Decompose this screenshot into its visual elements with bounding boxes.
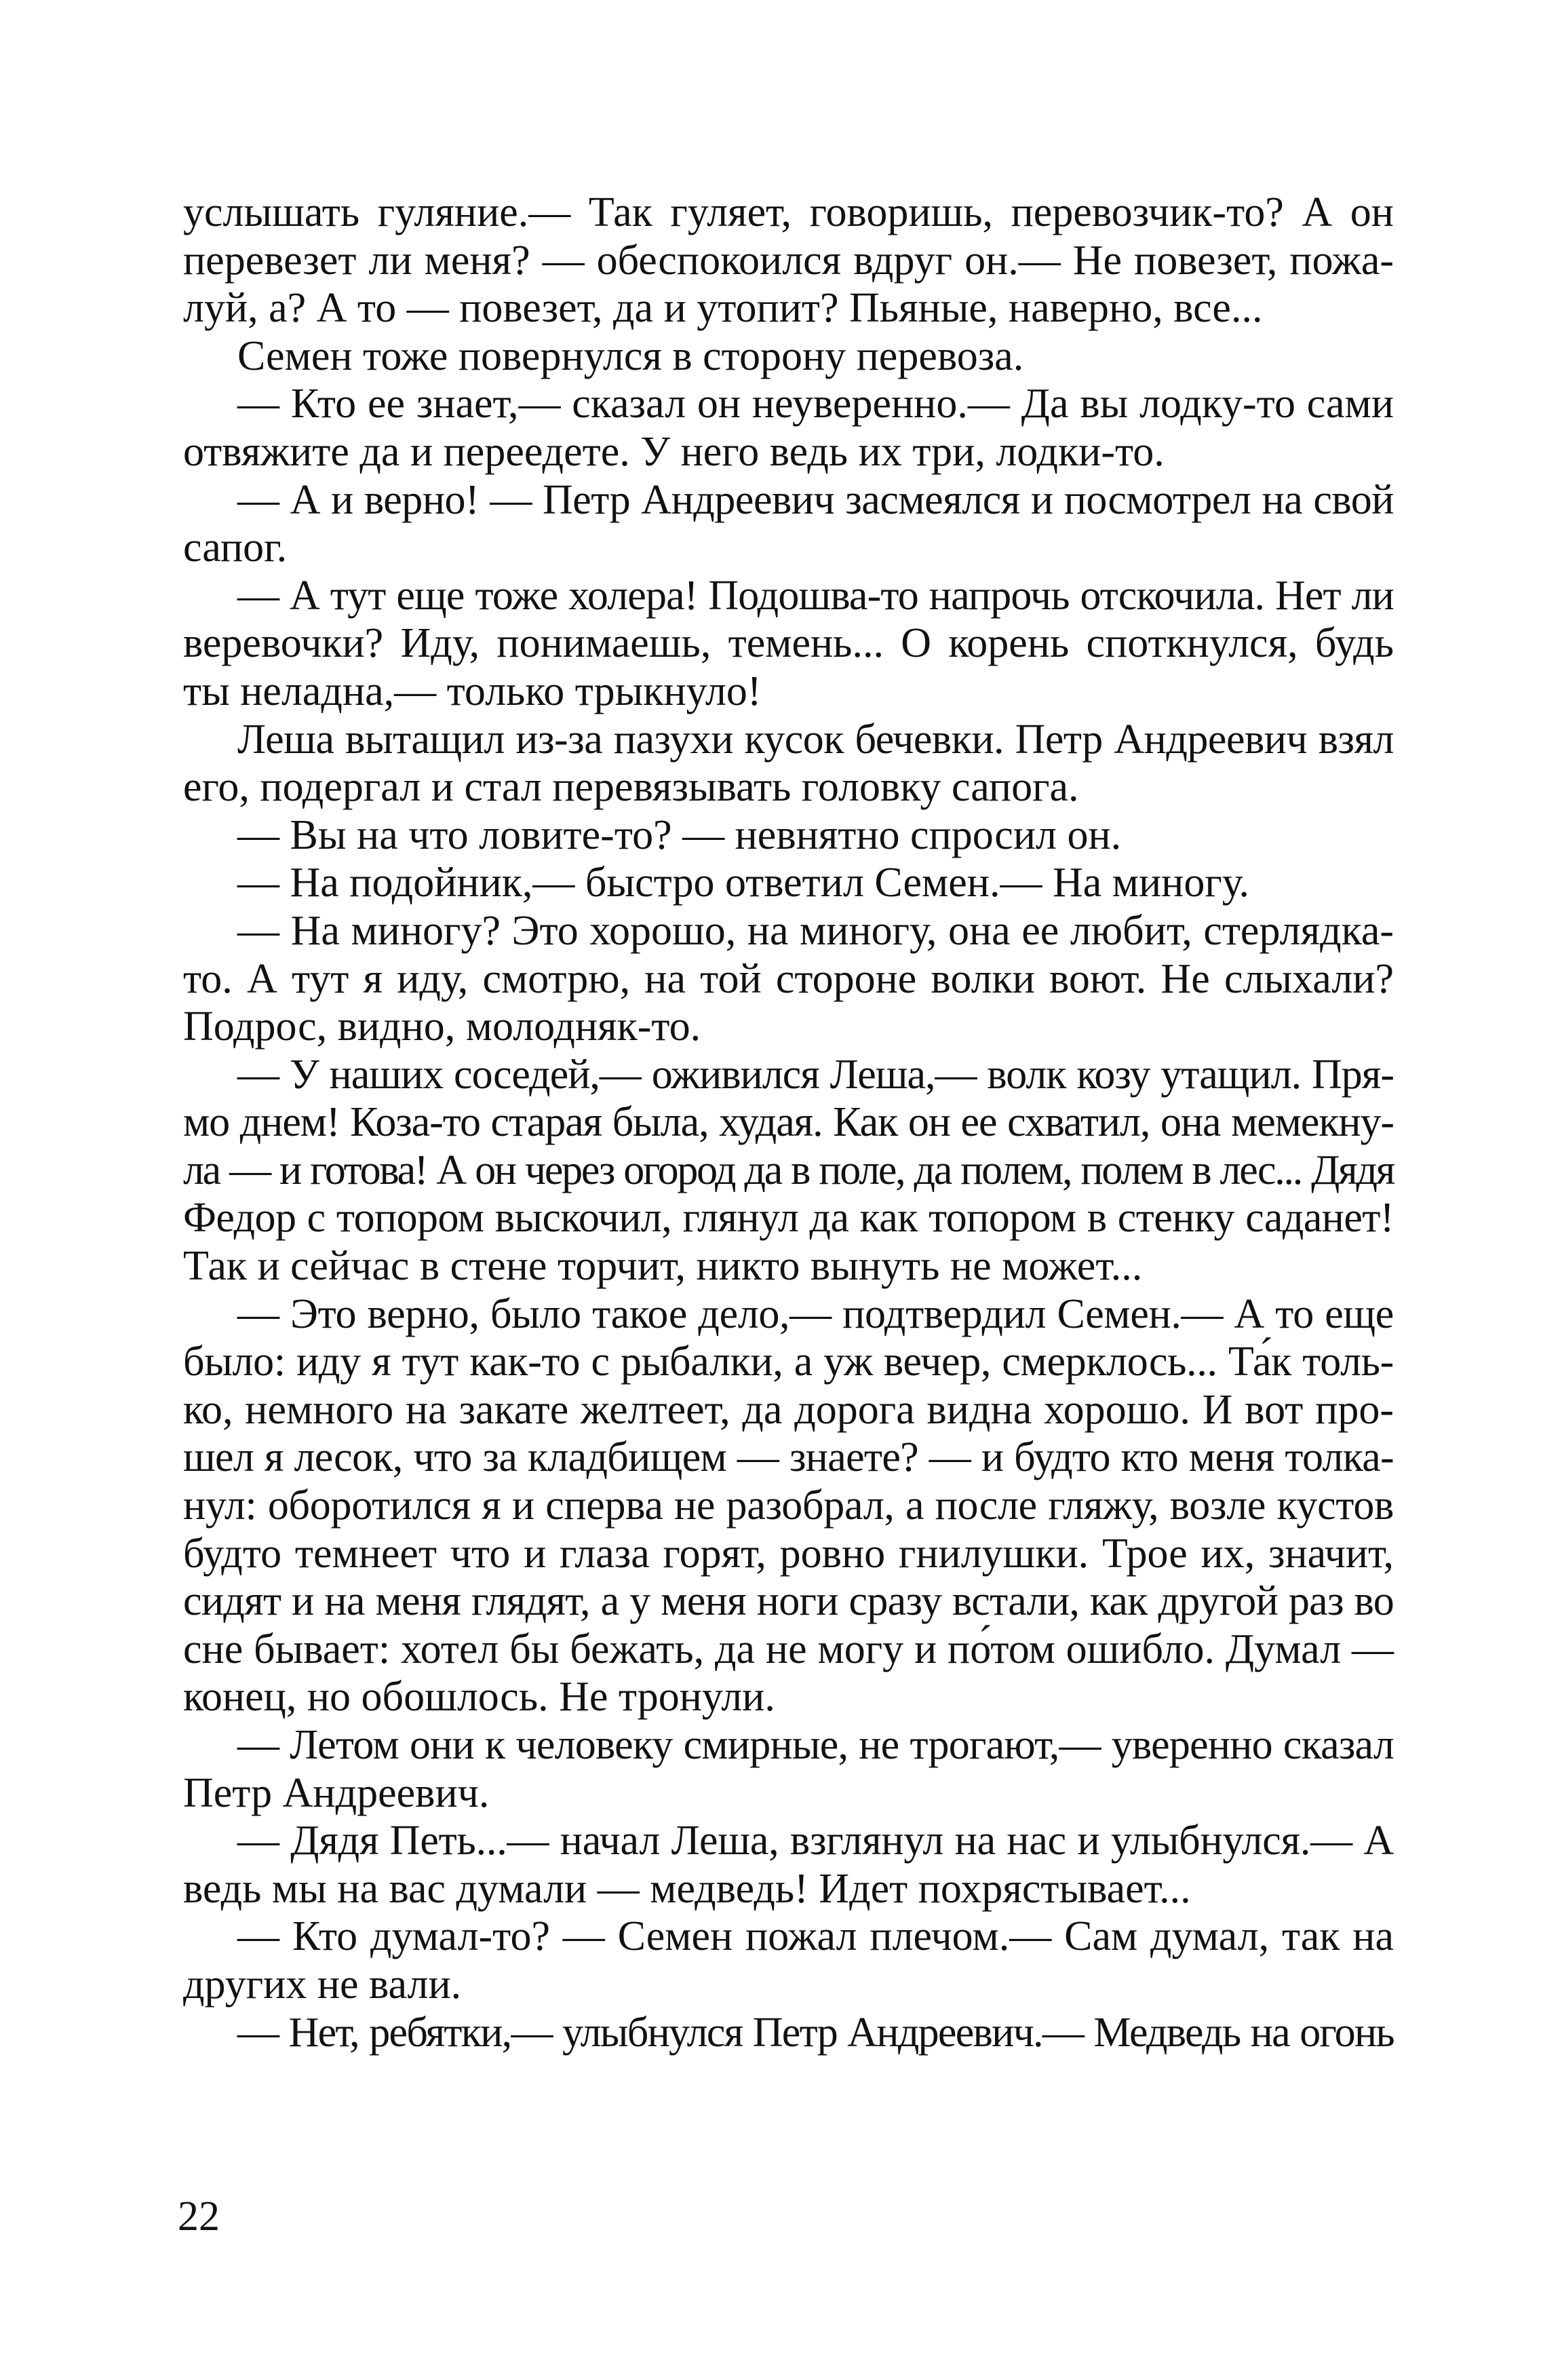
text-line: веревочки? Иду, понимаешь, темень... О корень споткнулся, будь bbox=[183, 620, 1394, 667]
text-line: отвяжите да и переедете. У него ведь их три, лодки-то. bbox=[183, 428, 1165, 475]
text-line: то. А тут я иду, смотрю, на той стороне волки воют. Не слыхали? bbox=[183, 955, 1394, 1002]
text-line: луй, а? А то — повезет, да и утопит? Пьяные, наверно, все... bbox=[183, 285, 1263, 332]
text-line: других не вали. bbox=[183, 1961, 462, 2008]
text-line: — Кто думал-то? — Семен пожал плечом.— Сам думал, так на bbox=[237, 1913, 1394, 1960]
text-line: — Это верно, было такое дело,— подтвердил Семен.— А то еще bbox=[237, 1290, 1394, 1337]
text-line: — На подойник,— быстро ответил Семен.— На миногу. bbox=[237, 860, 1250, 906]
body-text bbox=[183, 189, 1394, 2056]
text-line: мо днем! Коза-то старая была, худая. Как он ее схватил, она мемекну- bbox=[183, 1099, 1394, 1146]
text-line: сапог. bbox=[183, 524, 288, 571]
page-number: 22 bbox=[178, 2193, 220, 2240]
text-line: перевезет ли меня? — обеспокоился вдруг он.— Не повезет, пожа- bbox=[183, 237, 1394, 284]
text-line: — На миногу? Это хорошо, на миногу, она ее любит, стерлядка- bbox=[237, 907, 1394, 954]
text-line: конец, но обошлось. Не тронули. bbox=[183, 1674, 775, 1721]
text-line: — У наших соседей,— оживился Леша,— волк козу утащил. Пря- bbox=[237, 1051, 1394, 1098]
text-line: Федор с топором выскочил, глянул да как топором в стенку саданет! bbox=[183, 1195, 1394, 1242]
text-line: ты неладна,— только трыкнуло! bbox=[183, 668, 762, 714]
text-line: ко, немного на закате желтеет, да дорога видна хорошо. И вот про- bbox=[183, 1386, 1394, 1433]
text-line: — А тут еще тоже холера! Подошва-то напрочь отскочила. Нет ли bbox=[237, 572, 1394, 619]
text-line: — А и верно! — Петр Андреевич засмеялся и посмотрел на свой bbox=[237, 476, 1394, 523]
text-line: Подрос, видно, молодняк-то. bbox=[183, 1003, 701, 1050]
text-line: ведь мы на вас думали — медведь! Идет похрястывает... bbox=[183, 1865, 1191, 1912]
text-line: нул: оборотился я и сперва не разобрал, а после гляжу, возле кустов bbox=[183, 1482, 1394, 1529]
text-line: будто темнеет что и глаза горят, ровно гнилушки. Трое их, значит, bbox=[183, 1530, 1394, 1577]
text-line: — Вы на что ловите-то? — невнятно спросил он. bbox=[237, 811, 1122, 858]
text-line: — Летом они к человеку смирные, не трогают,— уверенно сказал bbox=[237, 1722, 1394, 1768]
text-line: — Нет, ребятки,— улыбнулся Петр Андреевич.— Медведь на огонь bbox=[237, 2009, 1394, 2056]
text-line: Леша вытащил из-за пазухи кусок бечевки. Петр Андреевич взял bbox=[237, 716, 1394, 763]
text-line: — Дядя Петь...— начал Леша, взглянул на нас и улыбнулся.— А bbox=[237, 1818, 1394, 1864]
text-line: Петр Андреевич. bbox=[183, 1769, 490, 1816]
text-line: — Кто ее знает,— сказал он неуверенно.— Да вы лодку-то сами bbox=[237, 381, 1394, 427]
text-line: шел я лесок, что за кладбищем — знаете? — и будто кто меня толка- bbox=[183, 1434, 1394, 1481]
text-line: сидят и на меня глядят, а у меня ноги сразу встали, как другой раз во bbox=[183, 1578, 1394, 1625]
text-line: Так и сейчас в стене торчит, никто вынуть не может... bbox=[183, 1243, 1143, 1290]
text-line: услышать гуляние.— Так гуляет, говоришь, перевозчик-то? А он bbox=[183, 189, 1394, 235]
text-line: было: иду я тут как-то с рыбалки, а уж вечер, смерклось... Та́к толь- bbox=[183, 1339, 1394, 1385]
text-line: сне бывает: хотел бы бежать, да не могу и по́том ошибло. Думал — bbox=[183, 1626, 1394, 1672]
text-line: ла — и готова! А он через огород да в поле, да полем, полем в лес... Дядя bbox=[183, 1147, 1394, 1193]
text-line: Семен тоже повернулся в сторону перевоза. bbox=[237, 332, 1024, 379]
text-line: его, подергал и стал перевязывать головку сапога. bbox=[183, 764, 1079, 811]
